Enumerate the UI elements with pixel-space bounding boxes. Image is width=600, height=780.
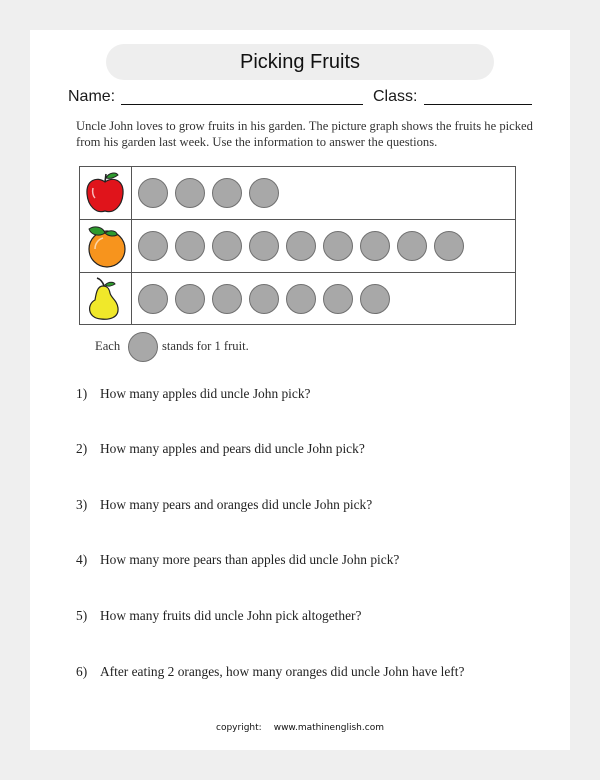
orange-circle: [212, 231, 242, 261]
question-number: 4): [76, 552, 88, 567]
graph-row-apple: [80, 167, 515, 220]
pear-circle: [212, 284, 242, 314]
pear-circle: [249, 284, 279, 314]
orange-circle: [360, 231, 390, 261]
graph-row-orange: [80, 220, 515, 273]
orange-circles: [138, 231, 471, 261]
orange-cell: [80, 220, 132, 272]
apple-circle: [175, 178, 205, 208]
orange-circle: [323, 231, 353, 261]
pear-cell: [80, 273, 132, 324]
apple-circles: [138, 178, 286, 208]
question-text: How many fruits did uncle John pick altogether?: [100, 608, 362, 623]
class-label: Class:: [373, 88, 418, 105]
key-text-before: Each: [95, 339, 121, 353]
name-class-row: [30, 88, 570, 112]
orange-circle: [397, 231, 427, 261]
question-number: 3): [76, 497, 88, 512]
question-text: How many apples and pears did uncle John pick?: [100, 441, 365, 456]
pear-circle: [175, 284, 205, 314]
key-text-after: stands for 1 fruit.: [162, 339, 249, 353]
pear-circles: [138, 284, 397, 314]
pear-circle: [323, 284, 353, 314]
apple-circle: [138, 178, 168, 208]
orange-circle: [138, 231, 168, 261]
question-text: How many apples did uncle John pick?: [100, 386, 311, 401]
page-title: Picking Fruits: [106, 44, 494, 80]
question-text: How many more pears than apples did uncle John pick?: [100, 552, 400, 567]
question-text: How many pears and oranges did uncle John pick?: [100, 497, 373, 512]
question-number: 5): [76, 608, 88, 623]
question-number: 2): [76, 441, 88, 456]
question-number: 1): [76, 386, 88, 401]
copyright-site: www.mathinenglish.com: [273, 723, 384, 733]
apple-circle: [249, 178, 279, 208]
copyright-label: copyright:: [216, 723, 262, 733]
key-circle: [128, 332, 158, 362]
orange-circle: [249, 231, 279, 261]
footer: [30, 723, 570, 733]
orange-icon: [83, 223, 129, 269]
graph-row-pear: [80, 273, 515, 324]
class-field[interactable]: [424, 104, 532, 105]
name-label: Name:: [68, 88, 116, 105]
pear-circle: [138, 284, 168, 314]
apple-icon: [83, 170, 127, 216]
question-number: 6): [76, 664, 88, 679]
name-field[interactable]: [121, 104, 363, 105]
worksheet: [30, 30, 570, 750]
orange-circle: [175, 231, 205, 261]
orange-circle: [434, 231, 464, 261]
intro-text: Uncle John loves to grow fruits in his garden. The picture graph shows the fruits he picked from his garden last week. Use the information to answer the questions.: [76, 119, 533, 149]
apple-circle: [212, 178, 242, 208]
pear-circle: [360, 284, 390, 314]
orange-circle: [286, 231, 316, 261]
question-text: After eating 2 oranges, how many oranges did uncle John have left?: [100, 664, 465, 679]
pear-circle: [286, 284, 316, 314]
pear-icon: [83, 276, 127, 322]
picture-graph: [79, 166, 516, 325]
apple-cell: [80, 167, 132, 219]
